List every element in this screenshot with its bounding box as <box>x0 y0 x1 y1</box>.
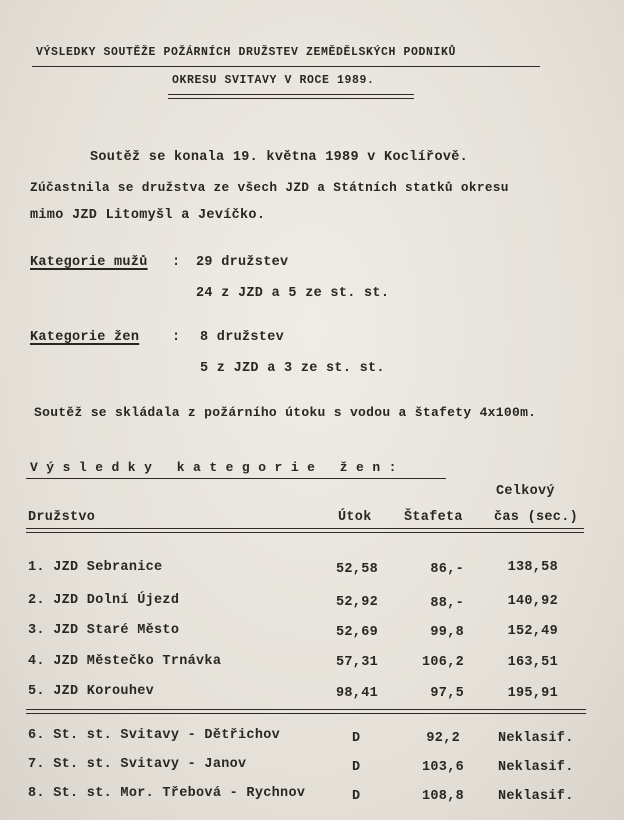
men-team-count: 29 družstev <box>196 255 289 270</box>
col-relay: Štafeta <box>404 510 463 525</box>
col-team: Družstvo <box>28 510 96 525</box>
row-total: 195,91 <box>507 686 558 701</box>
header-rule-2 <box>26 532 584 533</box>
row-team: 4. JZD Městečko Trnávka <box>28 654 222 669</box>
row-team: 7. St. st. Svitavy - Janov <box>28 757 247 772</box>
row-relay: 106,2 <box>421 655 464 670</box>
title-underline-2b <box>168 98 414 99</box>
row-relay: 108,8 <box>421 789 464 804</box>
row-team: 1. JZD Sebranice <box>28 560 163 575</box>
col-total-line2: čas (sec.) <box>494 510 579 525</box>
intro-line-3: mimo JZD Litomyšl a Jevíčko. <box>30 208 266 223</box>
row-relay: 99,8 <box>430 625 464 640</box>
row-attack: D <box>352 760 361 775</box>
row-relay: 86,- <box>430 562 464 577</box>
women-category-label: Kategorie žen <box>30 330 140 345</box>
title-underline-2a <box>168 94 414 95</box>
title-line-2: OKRESU SVITAVY V ROCE 1989. <box>172 74 375 87</box>
rank-separator-1 <box>26 709 586 710</box>
results-heading-underline <box>26 478 446 479</box>
row-attack: 52,58 <box>335 562 378 577</box>
row-relay: 103,6 <box>421 760 464 775</box>
men-team-detail: 24 z JZD a 5 ze st. st. <box>196 286 390 301</box>
intro-line-2: Zúčastnila se družstva ze všech JZD a Státních statků okresu <box>30 180 509 195</box>
row-team: 2. JZD Dolní Újezd <box>28 593 180 608</box>
row-total: 138,58 <box>507 560 558 575</box>
competition-composition: Soutěž se skládala z požárního útoku s vodou a štafety 4x100m. <box>34 405 537 420</box>
rank-separator-2 <box>26 713 586 714</box>
title-line-1: VÝSLEDKY SOUTĚŽE POŽÁRNÍCH DRUŽSTEV ZEMĚDĚLSKÝCH PODNIKŮ <box>36 46 457 59</box>
row-team: 6. St. st. Svitavy - Dětřichov <box>28 728 281 743</box>
women-team-detail: 5 z JZD a 3 ze st. st. <box>200 361 385 376</box>
men-category-sep: : <box>172 255 181 270</box>
row-relay: 92,2 <box>426 731 460 746</box>
header-rule-1 <box>26 528 584 529</box>
row-total: 152,49 <box>507 624 558 639</box>
women-team-count: 8 družstev <box>200 330 285 345</box>
row-attack: 98,41 <box>335 686 378 701</box>
men-category-label: Kategorie mužů <box>30 255 148 270</box>
title-underline-1 <box>32 66 540 67</box>
row-total: 163,51 <box>507 655 558 670</box>
row-attack: 52,69 <box>335 625 378 640</box>
row-attack: 52,92 <box>335 595 378 610</box>
col-total-line1: Celkový <box>496 484 555 499</box>
row-total: Neklasif. <box>498 760 574 775</box>
row-team: 3. JZD Staré Město <box>28 623 180 638</box>
results-heading: Výsledky kategorie žen: <box>30 460 405 475</box>
row-attack: 57,31 <box>335 655 378 670</box>
col-attack: Útok <box>338 510 372 525</box>
row-relay: 97,5 <box>430 686 464 701</box>
women-category-sep: : <box>172 330 181 345</box>
row-relay: 88,- <box>430 596 464 611</box>
row-team: 8. St. st. Mor. Třebová - Rychnov <box>28 786 306 801</box>
intro-line-1: Soutěž se konala 19. května 1989 v Koclířově. <box>90 150 469 165</box>
row-attack: D <box>352 731 361 746</box>
row-attack: D <box>352 789 361 804</box>
row-total: 140,92 <box>507 594 558 609</box>
row-total: Neklasif. <box>498 731 574 746</box>
row-team: 5. JZD Korouhev <box>28 684 155 699</box>
row-total: Neklasif. <box>498 789 574 804</box>
